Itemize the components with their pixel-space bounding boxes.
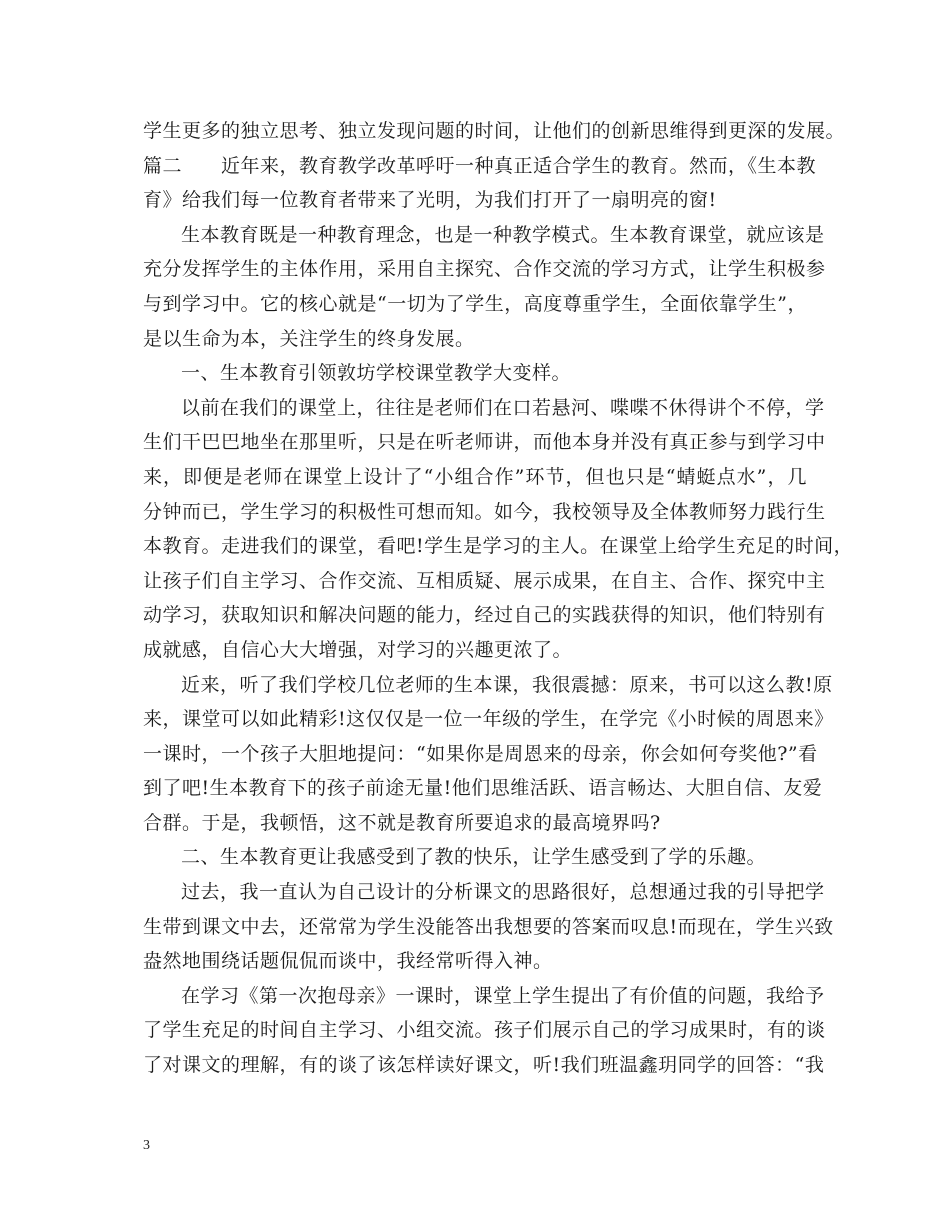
text-line: 让孩子们自主学习、合作交流、互相质疑、展示成果，在自主、合作、探究中主 [143,569,826,592]
text-line: 生们干巴巴地坐在那里听，只是在听老师讲，而他本身并没有真正参与到学习中 [143,431,826,454]
text-line: 到了吧!生本教育下的孩子前途无量!他们思维活跃、语言畅达、大胆自信、友爱 [143,777,823,800]
text-line: 来，即便是老师在课堂上设计了“小组合作”环节，但也只是“蜻蜓点水”，几 [143,465,807,488]
text-line: 成就感，自信心大大增强，对学习的兴趣更浓了。 [143,638,573,661]
document-body [143,114,854,1083]
text-line: 育》给我们每一位教育者带来了光明，为我们打开了一扇明亮的窗! [143,189,717,212]
page-number: 3 [143,1138,150,1153]
text-line: 充分发挥学生的主体作用，采用自主探究、合作交流的学习方式，让学生积极参 [143,258,826,281]
text-line: 一课时，一个孩子大胆地提问：“如果你是周恩来的母亲，你会如何夸奖他?”看 [143,742,818,765]
text-line: 是以生命为本，关注学生的终身发展。 [143,327,475,350]
text-line: 生带到课文中去，还常常为学生没能答出我想要的答案而叹息!而现在，学生兴致 [143,915,834,938]
text-line: 了学生充足的时间自主学习、小组交流。孩子们展示自己的学习成果时，有的谈 [143,1019,826,1042]
text-line: 本教育。走进我们的课堂，看吧!学生是学习的主人。在课堂上给学生充足的时间， [143,535,854,558]
text-line: 了对课文的理解，有的谈了该怎样读好课文，听!我们班温鑫玥同学的回答：“我 [143,1054,825,1077]
text-line: 以前在我们的课堂上，往往是老师们在口若悬河、喋喋不休得讲个不停，学 [181,396,825,419]
text-line: 过去，我一直认为自己设计的分析课文的思路很好，总想通过我的引导把学 [181,881,825,904]
text-line: 生本教育既是一种教育理念，也是一种教学模式。生本教育课堂，就应该是 [181,223,825,246]
text-line: 分钟而已，学生学习的积极性可想而知。如今，我校领导及全体教师努力践行生 [143,500,826,523]
text-line: 在学习《第一次抱母亲》一课时，课堂上学生提出了有价值的问题，我给予 [181,984,825,1007]
text-line: 一、生本教育引领敦坊学校课堂教学大变样。 [181,362,572,385]
text-line: 动学习，获取知识和解决问题的能力，经过自己的实践获得的知识，他们特别有 [143,604,826,627]
text-line: 与到学习中。它的核心就是“一切为了学生，高度尊重学生，全面依靠学生”， [143,292,807,315]
text-line: 近来，听了我们学校几位老师的生本课，我很震撼：原来，书可以这么教!原 [181,673,833,696]
text-line: 二、生本教育更让我感受到了教的快乐，让学生感受到了学的乐趣。 [181,846,767,869]
text-line: 盎然地围绕话题侃侃而谈中，我经常听得入神。 [143,950,553,973]
text-line: 来，课堂可以如此精彩!这仅仅是一位一年级的学生，在学完《小时候的周恩来》 [143,708,834,731]
text-line: 合群。于是，我顿悟，这不就是教育所要追求的最高境界吗? [143,811,661,834]
text-line: 篇二 近年来，教育教学改革呼吁一种真正适合学生的教育。然而，《生本教 [143,154,817,177]
text-line: 学生更多的独立思考、独立发现问题的时间，让他们的创新思维得到更深的发展。 [143,120,846,142]
